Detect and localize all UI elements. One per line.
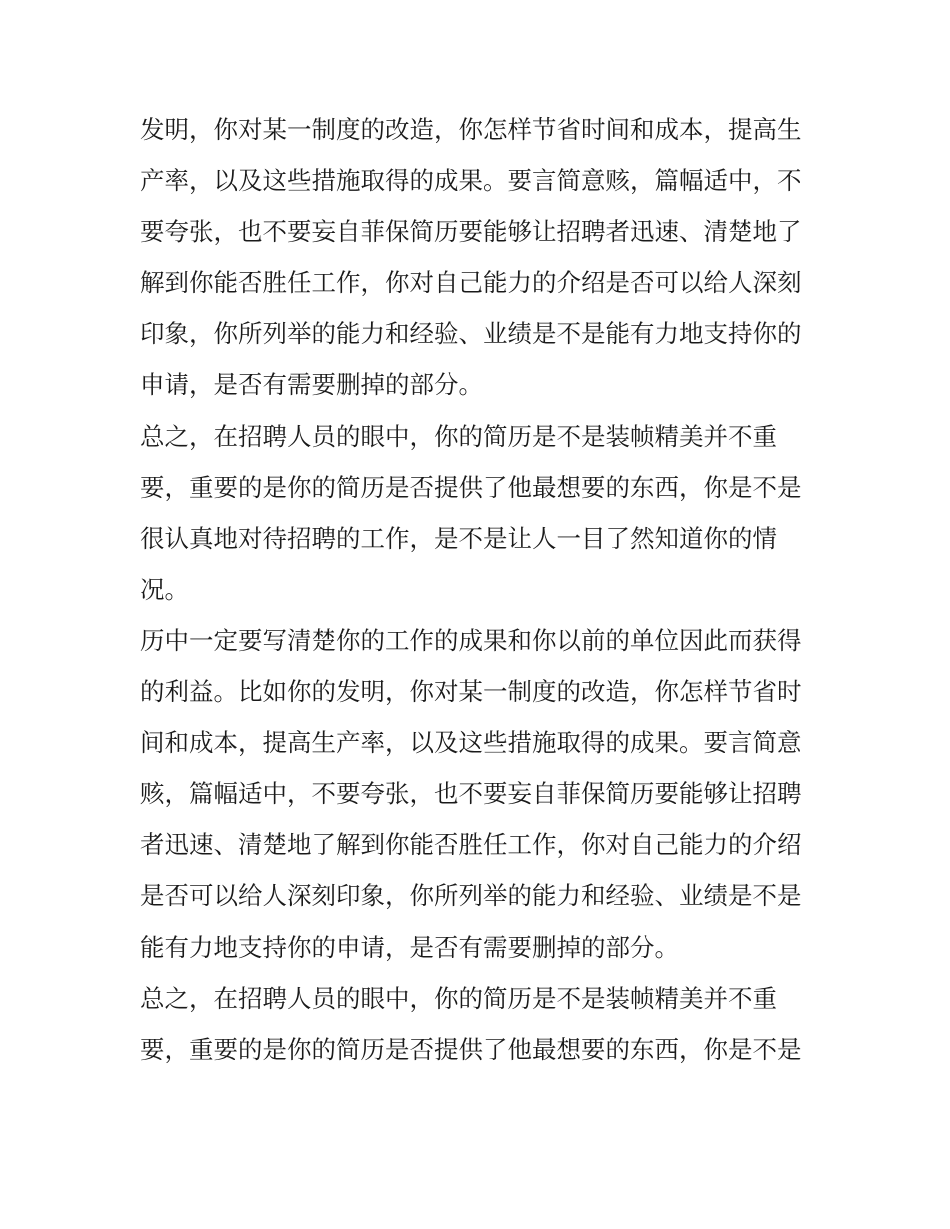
text-line: 发明，你对某一制度的改造，你怎样节省时间和成本，提高生 — [140, 115, 802, 144]
text-line: 印象，你所列举的能力和经验、业绩是不是能有力地支持你的 — [140, 319, 802, 349]
text-line: 总之，在招聘人员的眼中，你的简历是不是装帧精美并不重 — [140, 421, 777, 451]
text-line: 要夸张，也不要妄自菲保简历要能够让招聘者迅速、清楚地了 — [140, 217, 802, 247]
text-line: 能有力地支持你的申请，是否有需要删掉的部分。 — [140, 932, 679, 962]
text-line: 的利益。比如你的发明，你对某一制度的改造，你怎样节省时 — [140, 677, 802, 707]
text-line: 总之，在招聘人员的眼中，你的简历是不是装帧精美并不重 — [140, 983, 777, 1013]
text-line: 历中一定要写清楚你的工作的成果和你以前的单位因此而获得 — [140, 625, 802, 655]
text-line: 间和成本，提高生产率，以及这些措施取得的成果。要言简意 — [140, 728, 802, 758]
text-line: 是否可以给人深刻印象，你所列举的能力和经验、业绩是不是 — [140, 881, 802, 911]
text-line: 申请，是否有需要删掉的部分。 — [140, 370, 483, 400]
text-line: 很认真地对待招聘的工作，是不是让人一目了然知道你的情 — [140, 523, 777, 553]
text-line: 者迅速、清楚地了解到你能否胜任工作，你对自己能力的介绍 — [140, 830, 802, 860]
text-line: 赅，篇幅适中，不要夸张，也不要妄自菲保简历要能够让招聘 — [140, 779, 802, 809]
text-line: 解到你能否胜任工作，你对自己能力的介绍是否可以给人深刻 — [140, 268, 802, 298]
text-line: 况。 — [140, 574, 189, 604]
text-line: 要，重要的是你的简历是否提供了他最想要的东西，你是不是 — [140, 472, 802, 502]
text-line: 要，重要的是你的简历是否提供了他最想要的东西，你是不是 — [140, 1034, 802, 1064]
document-body — [140, 104, 816, 1075]
text-line: 产率，以及这些措施取得的成果。要言简意赅，篇幅适中，不 — [140, 166, 802, 196]
